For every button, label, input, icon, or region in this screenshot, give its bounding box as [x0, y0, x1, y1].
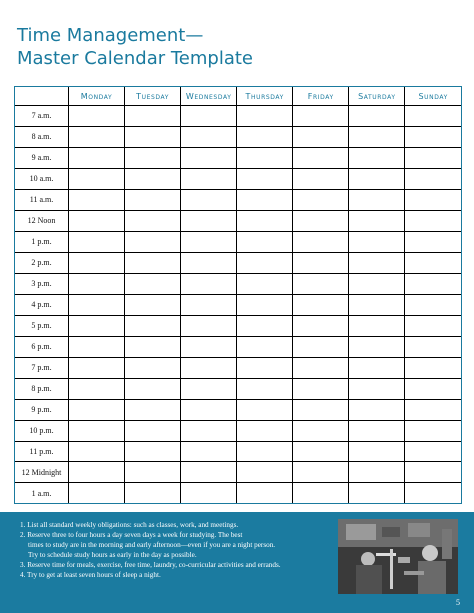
calendar-slot[interactable] [69, 336, 125, 357]
calendar-slot[interactable] [181, 126, 237, 147]
calendar-slot[interactable] [405, 378, 461, 399]
calendar-slot[interactable] [405, 294, 461, 315]
title-line-1: Time Management— [17, 25, 204, 46]
calendar-slot[interactable] [237, 210, 293, 231]
calendar-slot[interactable] [237, 106, 293, 127]
calendar-slot[interactable] [237, 294, 293, 315]
calendar-slot[interactable] [349, 483, 405, 503]
instruction-item: 2. Reserve three to four hours a day seven days a week for studying. The best [20, 531, 243, 539]
day-header: Thursday [237, 87, 293, 106]
time-row [15, 294, 461, 315]
time-label: 9 p.m. [15, 399, 69, 420]
calendar-slot[interactable] [69, 420, 125, 441]
calendar-slot[interactable] [405, 420, 461, 441]
calendar-slot[interactable] [69, 147, 125, 168]
time-label: 7 p.m. [15, 357, 69, 378]
calendar-slot[interactable] [349, 378, 405, 399]
time-row [15, 126, 461, 147]
calendar-slot[interactable] [125, 189, 181, 210]
calendar-slot[interactable] [293, 273, 349, 294]
calendar-slot[interactable] [349, 420, 405, 441]
footer-band [0, 512, 474, 613]
calendar-slot[interactable] [237, 420, 293, 441]
calendar-slot[interactable] [293, 106, 349, 127]
calendar-slot[interactable] [349, 462, 405, 483]
day-header: Sunday [405, 87, 461, 106]
calendar-slot[interactable] [69, 126, 125, 147]
calendar-slot[interactable] [237, 441, 293, 462]
calendar-slot[interactable] [405, 399, 461, 420]
calendar-slot[interactable] [293, 126, 349, 147]
calendar-slot[interactable] [349, 336, 405, 357]
calendar-slot[interactable] [293, 252, 349, 273]
calendar-slot[interactable] [237, 147, 293, 168]
calendar-slot[interactable] [293, 357, 349, 378]
calendar-slot[interactable] [125, 420, 181, 441]
time-row [15, 189, 461, 210]
time-row [15, 378, 461, 399]
calendar-slot[interactable] [181, 462, 237, 483]
calendar-slot[interactable] [349, 147, 405, 168]
calendar-slot[interactable] [125, 399, 181, 420]
calendar-slot[interactable] [293, 336, 349, 357]
calendar-slot[interactable] [237, 462, 293, 483]
calendar-slot[interactable] [237, 315, 293, 336]
instruction-item: 4. Try to get at least seven hours of sleep a night. [20, 571, 161, 579]
calendar-slot[interactable] [405, 273, 461, 294]
calendar-slot[interactable] [69, 462, 125, 483]
time-label: 12 Midnight [15, 462, 69, 483]
calendar-slot[interactable] [349, 189, 405, 210]
calendar-slot[interactable] [293, 294, 349, 315]
calendar-slot[interactable] [405, 210, 461, 231]
calendar-slot[interactable] [405, 106, 461, 127]
calendar-slot[interactable] [69, 399, 125, 420]
time-row [15, 357, 461, 378]
calendar-slot[interactable] [125, 441, 181, 462]
calendar-slot[interactable] [349, 106, 405, 127]
time-row [15, 273, 461, 294]
calendar-slot[interactable] [181, 399, 237, 420]
time-row [15, 168, 461, 189]
calendar-slot[interactable] [349, 357, 405, 378]
calendar-slot[interactable] [293, 210, 349, 231]
calendar-slot[interactable] [181, 483, 237, 503]
calendar-slot[interactable] [181, 315, 237, 336]
calendar-slot[interactable] [125, 252, 181, 273]
time-row [15, 441, 461, 462]
calendar-slot[interactable] [181, 441, 237, 462]
calendar-slot[interactable] [405, 126, 461, 147]
calendar-slot[interactable] [405, 357, 461, 378]
calendar-slot[interactable] [69, 441, 125, 462]
time-row [15, 147, 461, 168]
calendar-slot[interactable] [293, 231, 349, 252]
calendar-slot[interactable] [181, 357, 237, 378]
calendar-slot[interactable] [125, 168, 181, 189]
calendar-slot[interactable] [349, 210, 405, 231]
time-label: 2 p.m. [15, 252, 69, 273]
time-row [15, 252, 461, 273]
time-label: 3 p.m. [15, 273, 69, 294]
time-label: 10 a.m. [15, 168, 69, 189]
calendar-slot[interactable] [181, 106, 237, 127]
calendar-slot[interactable] [237, 357, 293, 378]
time-row [15, 399, 461, 420]
calendar-slot[interactable] [349, 294, 405, 315]
calendar-slot[interactable] [125, 462, 181, 483]
instruction-item: Try to schedule study hours as early in the day as possible. [28, 551, 197, 559]
calendar-slot[interactable] [125, 357, 181, 378]
day-header: Saturday [349, 87, 405, 106]
calendar-slot[interactable] [181, 147, 237, 168]
title-line-2: Master Calendar Template [17, 48, 253, 69]
student-photo-illustration [338, 519, 458, 594]
student-photo [338, 519, 458, 594]
time-label: 11 p.m. [15, 441, 69, 462]
calendar-slot[interactable] [349, 231, 405, 252]
calendar-slot[interactable] [405, 315, 461, 336]
day-header: Monday [69, 87, 125, 106]
calendar-slot[interactable] [125, 273, 181, 294]
time-row [15, 483, 461, 503]
calendar-slot[interactable] [349, 126, 405, 147]
instruction-item: 1. List all standard weekly obligations: such as classes, work, and meetings. [20, 521, 239, 529]
calendar-slot[interactable] [69, 231, 125, 252]
calendar-slot[interactable] [69, 189, 125, 210]
time-row [15, 420, 461, 441]
calendar-slot[interactable] [405, 231, 461, 252]
calendar-slot[interactable] [405, 483, 461, 503]
calendar-slot[interactable] [237, 399, 293, 420]
calendar-slot[interactable] [181, 336, 237, 357]
time-label: 10 p.m. [15, 420, 69, 441]
calendar-slot[interactable] [237, 231, 293, 252]
calendar-slot[interactable] [293, 420, 349, 441]
time-label: 6 p.m. [15, 336, 69, 357]
calendar-slot[interactable] [293, 168, 349, 189]
calendar-slot[interactable] [349, 168, 405, 189]
calendar-slot[interactable] [405, 462, 461, 483]
calendar-body [15, 106, 461, 504]
calendar-grid [14, 86, 462, 504]
calendar-slot[interactable] [69, 168, 125, 189]
calendar-slot[interactable] [181, 378, 237, 399]
calendar-slot[interactable] [405, 189, 461, 210]
calendar-slot[interactable] [69, 378, 125, 399]
calendar-slot[interactable] [237, 336, 293, 357]
time-label: 8 a.m. [15, 126, 69, 147]
time-label: 11 a.m. [15, 189, 69, 210]
corner-cell [15, 87, 69, 106]
day-header: Wednesday [181, 87, 237, 106]
calendar-slot[interactable] [69, 252, 125, 273]
time-label: 1 a.m. [15, 483, 69, 503]
time-row [15, 106, 461, 127]
calendar-slot[interactable] [405, 147, 461, 168]
calendar-slot[interactable] [69, 273, 125, 294]
time-label: 1 p.m. [15, 231, 69, 252]
calendar-slot[interactable] [237, 189, 293, 210]
calendar-slot[interactable] [237, 483, 293, 503]
time-label: 7 a.m. [15, 106, 69, 127]
calendar-slot[interactable] [237, 126, 293, 147]
time-row [15, 462, 461, 483]
calendar-slot[interactable] [181, 420, 237, 441]
calendar-slot[interactable] [405, 168, 461, 189]
time-label: 4 p.m. [15, 294, 69, 315]
calendar-slot[interactable] [293, 147, 349, 168]
calendar-slot[interactable] [181, 189, 237, 210]
calendar-slot[interactable] [181, 273, 237, 294]
calendar-slot[interactable] [293, 378, 349, 399]
calendar-slot[interactable] [181, 252, 237, 273]
instructions-list [20, 520, 340, 580]
calendar-slot[interactable] [69, 315, 125, 336]
calendar-slot[interactable] [125, 210, 181, 231]
calendar-slot[interactable] [69, 483, 125, 503]
calendar-slot[interactable] [237, 168, 293, 189]
time-label: 12 Noon [15, 210, 69, 231]
time-row [15, 315, 461, 336]
day-header: Tuesday [125, 87, 181, 106]
calendar-slot[interactable] [293, 483, 349, 503]
calendar-slot[interactable] [125, 315, 181, 336]
time-row [15, 210, 461, 231]
calendar-slot[interactable] [69, 294, 125, 315]
calendar-slot[interactable] [125, 483, 181, 503]
calendar-slot[interactable] [125, 294, 181, 315]
calendar-slot[interactable] [237, 273, 293, 294]
calendar-slot[interactable] [293, 399, 349, 420]
day-header: Friday [293, 87, 349, 106]
calendar-slot[interactable] [349, 252, 405, 273]
calendar-slot[interactable] [349, 441, 405, 462]
calendar-slot[interactable] [237, 252, 293, 273]
time-row [15, 231, 461, 252]
page-title [17, 24, 253, 70]
calendar-slot[interactable] [349, 273, 405, 294]
calendar-slot[interactable] [293, 189, 349, 210]
instruction-item: times to study are in the morning and early afternoon—even if you are a night person. [28, 541, 276, 549]
calendar-slot[interactable] [293, 441, 349, 462]
calendar-slot[interactable] [125, 106, 181, 127]
time-label: 5 p.m. [15, 315, 69, 336]
calendar-slot[interactable] [405, 336, 461, 357]
calendar-slot[interactable] [69, 210, 125, 231]
calendar-slot[interactable] [69, 357, 125, 378]
calendar-slot[interactable] [293, 462, 349, 483]
calendar-slot[interactable] [405, 441, 461, 462]
calendar-slot[interactable] [349, 399, 405, 420]
calendar-slot[interactable] [237, 378, 293, 399]
calendar-slot[interactable] [349, 315, 405, 336]
calendar-slot[interactable] [181, 231, 237, 252]
time-row [15, 336, 461, 357]
page-number: 5 [456, 598, 460, 607]
calendar-slot[interactable] [405, 252, 461, 273]
calendar-slot[interactable] [181, 294, 237, 315]
calendar-slot[interactable] [181, 168, 237, 189]
calendar-slot[interactable] [125, 147, 181, 168]
calendar-slot[interactable] [181, 210, 237, 231]
instruction-item: 3. Reserve time for meals, exercise, free time, laundry, co-curricular activities and errands. [20, 561, 281, 569]
calendar-slot[interactable] [125, 231, 181, 252]
time-label: 8 p.m. [15, 378, 69, 399]
calendar-slot[interactable] [125, 126, 181, 147]
time-label: 9 a.m. [15, 147, 69, 168]
calendar-slot[interactable] [293, 315, 349, 336]
calendar-slot[interactable] [125, 336, 181, 357]
day-header-row [15, 87, 461, 106]
calendar-slot[interactable] [125, 378, 181, 399]
calendar-slot[interactable] [69, 106, 125, 127]
